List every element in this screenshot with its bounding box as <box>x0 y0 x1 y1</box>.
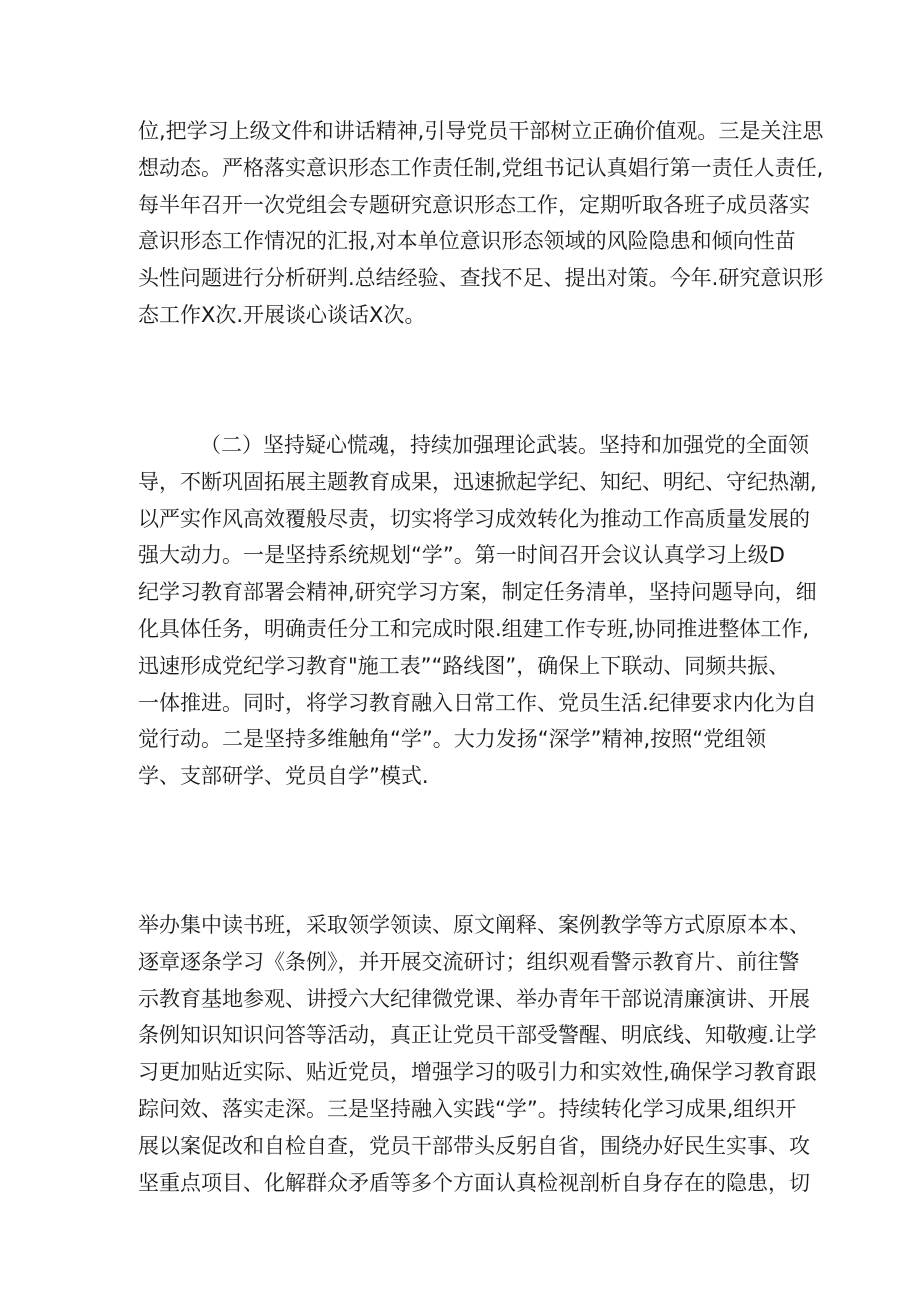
text-line: 纪学习教育部署会精神,研究学习方案，制定任务清单，坚持问题导向，细 <box>138 580 817 605</box>
text-line: 迅速形成党纪学习教育"施工表”“路线图”，确保上下联动、同频共振、 <box>138 653 790 678</box>
section-heading-line: （二）坚持疑心慌魂，持续加强理论武装。坚持和加强党的全面领 <box>200 433 809 457</box>
text-line: 导，不断巩固拓展主题教育成果，迅速掀起学纪、知纪、明纪、守纪热潮, <box>138 469 817 494</box>
text-line: 觉行动。二是坚持多维触角“学”。大力发扬“深学”精神,按照“党组领 <box>138 727 767 752</box>
text-line: 化具体任务，明确责任分工和完成时限.组建工作专班,协同推进整体工作, <box>138 616 810 641</box>
paragraph-section-two <box>138 427 817 795</box>
text-line: 意识形态工作情况的汇报,对本单位意识形态领域的风险隐患和倾向性苗 <box>138 229 796 254</box>
text-line: 条例知识知识问答等活动，真正让党员干部受警醒、明底线、知敬瘦.让学 <box>138 1023 817 1048</box>
text-line: 举办集中读书班，采取领学领读、原文阐释、案例教学等方式原原本本、 <box>138 913 810 937</box>
text-line: 想动态。严格落实意识形态工作责任制,党组书记认真娼行第一责任人责任, <box>138 155 824 180</box>
text-line: 位,把学习上级文件和讲话精神,引导党员干部树立正确价值观。三是关注思 <box>138 119 824 143</box>
text-line: 坚重点项目、化解群众矛盾等多个方面认真检视剖析自身存在的隐患，切 <box>138 1170 810 1195</box>
text-line: 逐章逐条学习《条例》，并开展交流研讨；组织观看警示教育片、前往警 <box>138 949 800 974</box>
text-line: 以严实作风高效覆般尽责，切实将学习成效转化为推动工作高质量发展的 <box>138 506 810 531</box>
text-line: 强大动力。一是坚持系统规划“学”。第一时间召开会议认真学习上级D <box>138 543 785 568</box>
text-line: 习更加贴近实际、贴近党员，增强学习的吸引力和实效性,确保学习教育跟 <box>138 1060 817 1085</box>
text-line: 态工作X次.开展谈心谈话X次。 <box>138 302 426 327</box>
paragraph-study-activities <box>138 907 817 1201</box>
text-line: 展以案促改和自检自查，党员干部带头反躬自省，围绕办好民生实事、攻 <box>138 1133 810 1158</box>
text-line: 学、支部研学、党员自学”模式. <box>138 764 429 789</box>
text-line: 示教育基地参观、讲授六大纪律微党课、举办青年干部说清廉演讲、开展 <box>138 986 810 1011</box>
text-line: 头性问题进行分析研判.总结经验、查找不足、提出对策。今年.研究意识形 <box>138 266 824 291</box>
text-line: 一体推进。同时，将学习教育融入日常工作、党员生活.纪律要求内化为自 <box>138 690 817 715</box>
text-line: 踪问效、落实走深。三是坚持融入实践“学”。持续转化学习成果,组织开 <box>138 1096 797 1121</box>
paragraph-ideology-work <box>138 113 824 334</box>
text-line: 每半年召开一次党组会专题研究意识形态工作，定期听取各班子成员落实 <box>138 192 810 217</box>
